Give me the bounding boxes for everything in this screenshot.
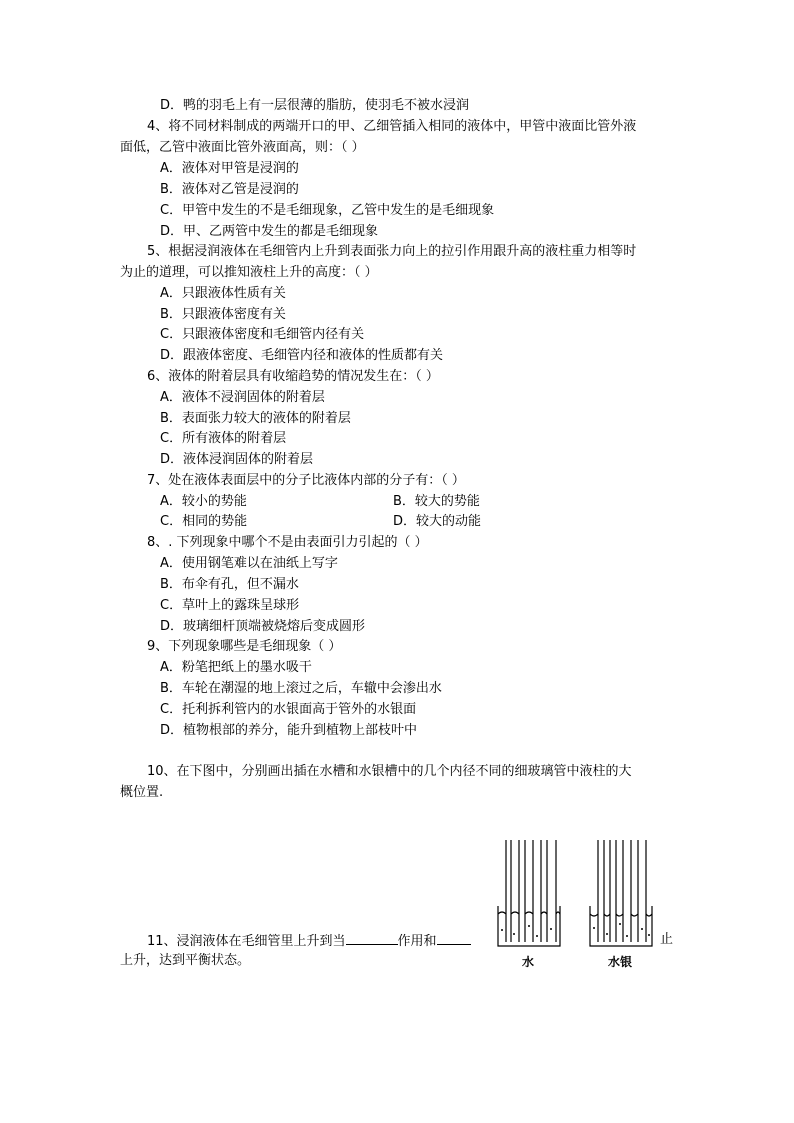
q10-stem-line2: 概位置.: [120, 785, 164, 800]
q11-blank-1[interactable]: [346, 930, 398, 945]
q5-option-b: B．只跟液体密度有关: [160, 307, 286, 322]
q5-stem-line2: 为止的道理，可以推知液柱上升的高度：（ ）: [120, 265, 378, 280]
label-mercury: 水银: [608, 955, 633, 969]
figure-drawing: [490, 834, 660, 952]
q10-stem-line1: 10、在下图中，分别画出插在水槽和水银槽中的几个内径不同的细玻璃管中液柱的大: [147, 764, 632, 779]
q5-option-d: D．跟液体密度、毛细管内径和液体的性质都有关: [160, 348, 444, 363]
q8-option-c: C．草叶上的露珠呈球形: [160, 598, 300, 613]
q7-stem: 7、处在液体表面层中的分子比液体内部的分子有：（ ）: [147, 473, 465, 488]
q4-option-a: A．液体对甲管是浸润的: [160, 161, 299, 176]
q9-option-b: B．车轮在潮湿的地上滚过之后，车辙中会渗出水: [160, 681, 442, 696]
q5-option-c: C．只跟液体密度和毛细管内径有关: [160, 327, 365, 342]
q11-text-part1: 11、浸润液体在毛细管里上升到当: [147, 934, 346, 949]
q4-stem-line2: 面低，乙管中液面比管外液面高，则：（ ）: [120, 140, 365, 155]
q8-stem: 8、. 下列现象中哪个不是由表面引力引起的（ ）: [147, 535, 428, 550]
q6-option-c: C．所有液体的附着层: [160, 431, 287, 446]
q11-text-part2: 作用和: [397, 934, 437, 949]
capillary-tubes-figure: [490, 834, 660, 969]
q7-option-d: D．较大的动能: [393, 514, 482, 529]
q5-stem-line1: 5、根据浸润液体在毛细管内上升到表面张力向上的拉引作用跟升高的液柱重力相等时: [147, 244, 637, 259]
q9-option-d: D．植物根部的养分，能升到植物上部枝叶中: [160, 723, 418, 738]
q4-stem-line1: 4、将不同材料制成的两端开口的甲、乙细管插入相同的液体中，甲管中液面比管外液: [147, 119, 637, 134]
label-water: 水: [522, 955, 535, 969]
q6-option-d: D．液体浸润固体的附着层: [160, 452, 314, 467]
q7-option-c: C．相同的势能: [160, 514, 248, 529]
q6-option-b: B．表面张力较大的液体的附着层: [160, 411, 351, 426]
q9-option-a: A．粉笔把纸上的墨水吸干: [160, 660, 312, 675]
q7-option-b: B．较大的势能: [393, 494, 480, 509]
q11-blank-2[interactable]: [437, 930, 471, 945]
q6-stem: 6、液体的附着层具有收缩趋势的情况发生在：（ ）: [147, 369, 439, 384]
q3-option-d: D．鸭的羽毛上有一层很薄的脂肪，使羽毛不被水浸润: [160, 98, 470, 113]
q4-option-d: D．甲、乙两管中发生的都是毛细现象: [160, 224, 379, 239]
q8-option-d: D．玻璃细杆顶端被烧熔后变成圆形: [160, 619, 366, 634]
q6-option-a: A．液体不浸润固体的附着层: [160, 390, 325, 405]
q11-line2: 上升，达到平衡状态。: [120, 953, 251, 968]
q11-line1: [147, 930, 471, 952]
q4-option-b: B．液体对乙管是浸润的: [160, 182, 299, 197]
q9-stem: 9、下列现象哪些是毛细现象（ ）: [147, 639, 342, 654]
q8-option-a: A．使用钢笔难以在油纸上写字: [160, 556, 338, 571]
mercury-trough: [590, 906, 652, 946]
q7-option-a: A．较小的势能: [160, 494, 247, 509]
q9-option-c: C．托利拆利管内的水银面高于管外的水银面: [160, 702, 417, 717]
q11-text-part3: 止: [660, 932, 674, 947]
q8-option-b: B．布伞有孔，但不漏水: [160, 577, 299, 592]
q5-option-a: A．只跟液体性质有关: [160, 286, 286, 301]
q4-option-c: C．甲管中发生的不是毛细现象，乙管中发生的是毛细现象: [160, 203, 495, 218]
